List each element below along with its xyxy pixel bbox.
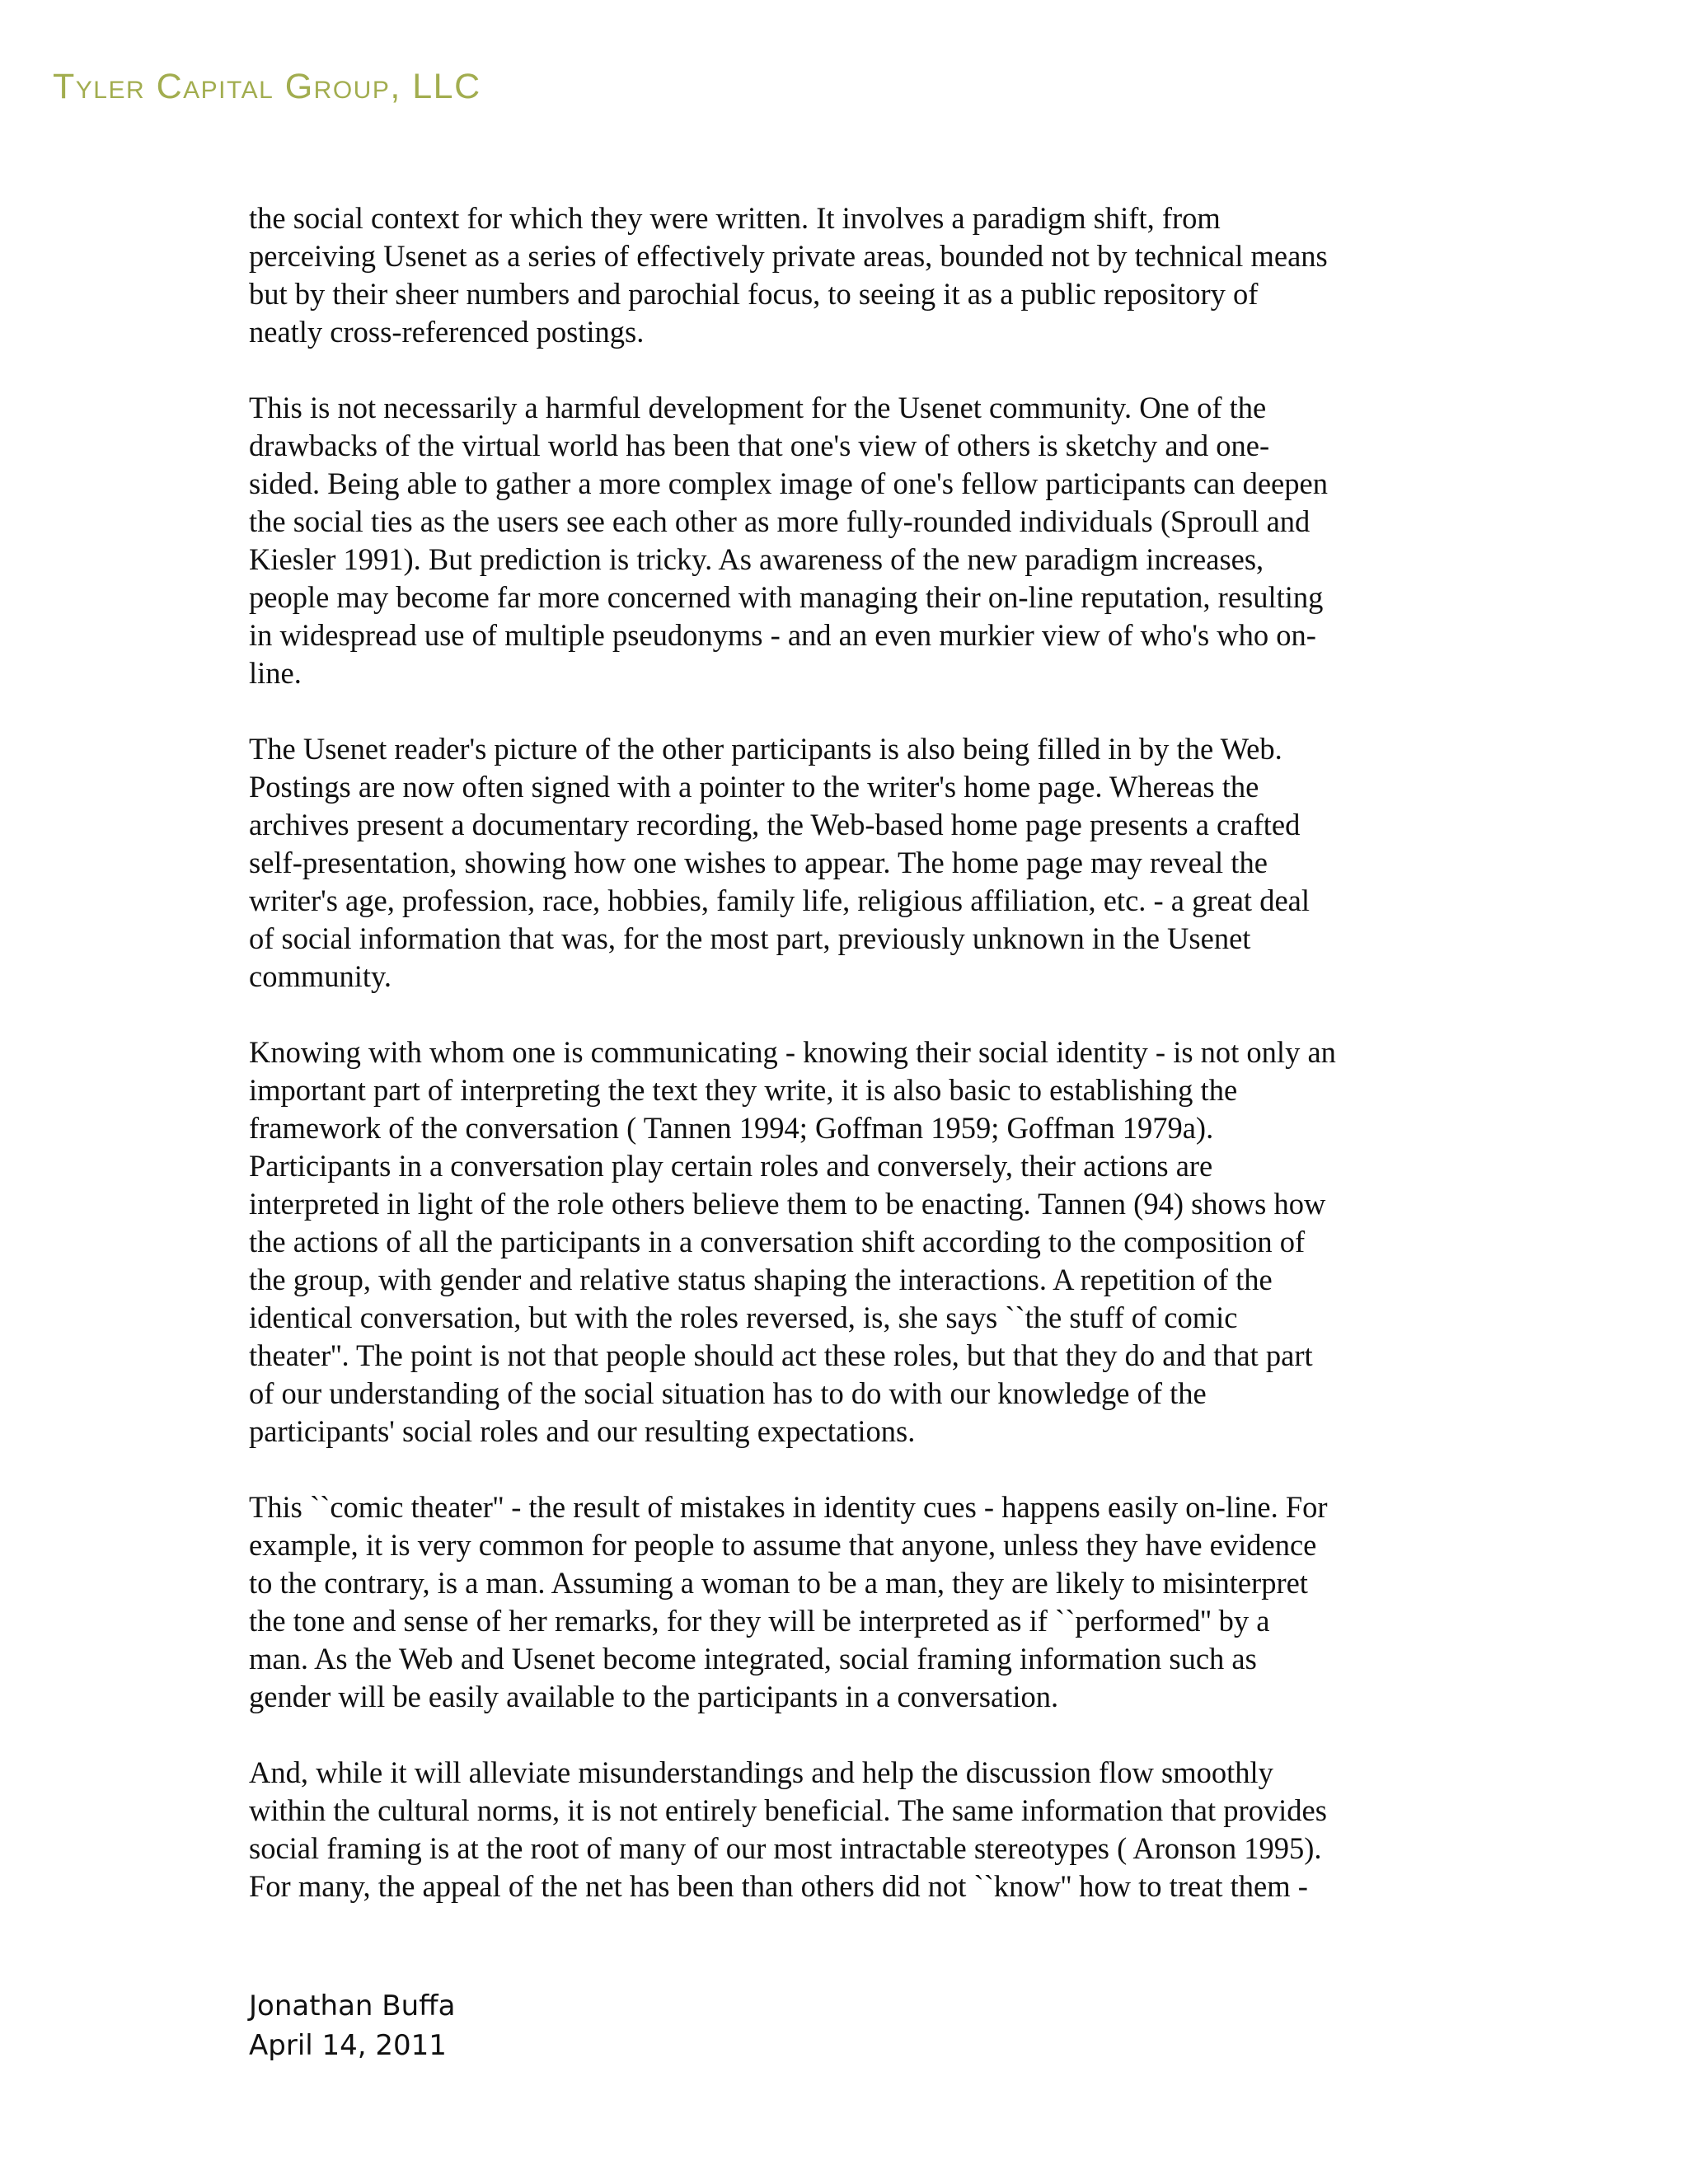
company-header: Tyler Capital Group, LLC [53,67,481,106]
text-line: This ``comic theater'' - the result of mistakes in identity cues - happens easily on-line. For [249,1490,1328,1524]
text-line: The Usenet reader's picture of the other participants is also being filled in by the Web. [249,732,1282,766]
document-footer [249,1986,455,2065]
text-line: For many, the appeal of the net has been than others did not ``know'' how to treat them - [249,1869,1308,1903]
text-line: identical conversation, but with the roles reversed, is, she says ``the stuff of comic [249,1301,1238,1334]
text-line: of our understanding of the social situation has to do with our knowledge of the [249,1376,1207,1410]
text-line: the group, with gender and relative status shaping the interactions. A repetition of the [249,1263,1273,1296]
text-line: but by their sheer numbers and parochial focus, to seeing it as a public repository of [249,277,1259,311]
text-line: gender will be easily available to the participants in a conversation. [249,1680,1059,1713]
text-line: drawbacks of the virtual world has been that one's view of others is sketchy and one- [249,429,1270,462]
paragraph-2 [249,389,1452,692]
text-line: This is not necessarily a harmful development for the Usenet community. One of the [249,391,1267,424]
text-line: to the contrary, is a man. Assuming a woman to be a man, they are likely to misinterpret [249,1566,1308,1600]
text-line: community. [249,959,392,993]
text-line: framework of the conversation ( Tannen 1994; Goffman 1959; Goffman 1979a). [249,1111,1214,1145]
text-line: Postings are now often signed with a pointer to the writer's home page. Whereas the [249,770,1259,804]
paragraph-4 [249,1033,1452,1451]
text-line: the tone and sense of her remarks, for they will be interpreted as if ``performed'' by a [249,1604,1270,1638]
paragraph-5 [249,1488,1452,1716]
text-line: of social information that was, for the most part, previously unknown in the Usenet [249,921,1251,955]
text-line: Kiesler 1991). But prediction is tricky. As awareness of the new paradigm increases, [249,542,1264,576]
text-line: participants' social roles and our resulting expectations. [249,1414,916,1448]
text-line: the actions of all the participants in a conversation shift according to the composition of [249,1225,1306,1258]
text-line: man. As the Web and Usenet become integrated, social framing information such as [249,1642,1257,1675]
paragraph-1 [249,199,1452,351]
text-line: Participants in a conversation play certain roles and conversely, their actions are [249,1149,1213,1183]
text-line: the social context for which they were written. It involves a paradigm shift, from [249,201,1221,235]
text-line: within the cultural norms, it is not entirely beneficial. The same information that provides [249,1793,1327,1827]
text-line: theater''. The point is not that people should act these roles, but that they do and that part [249,1338,1313,1372]
footer-date: April 14, 2011 [249,2029,447,2062]
text-line: And, while it will alleviate misunderstandings and help the discussion flow smoothly [249,1755,1273,1789]
text-line: neatly cross-referenced postings. [249,315,645,349]
document-body [249,199,1452,1905]
text-line: self-presentation, showing how one wishes to appear. The home page may reveal the [249,846,1268,879]
text-line: sided. Being able to gather a more complex image of one's fellow participants can deepen [249,466,1328,500]
text-line: important part of interpreting the text they write, it is also basic to establishing the [249,1073,1238,1107]
footer-author: Jonathan Buffa [249,1990,456,2022]
text-line: the social ties as the users see each other as more fully-rounded individuals (Sproull and [249,504,1311,538]
text-line: perceiving Usenet as a series of effectively private areas, bounded not by technical means [249,239,1328,273]
text-line: writer's age, profession, race, hobbies, family life, religious affiliation, etc. - a great deal [249,883,1310,917]
text-line: people may become far more concerned with managing their on-line reputation, resulting [249,580,1324,614]
text-line: example, it is very common for people to assume that anyone, unless they have evidence [249,1528,1317,1562]
text-line: interpreted in light of the role others believe them to be enacting. Tannen (94) shows how [249,1187,1326,1221]
paragraph-6 [249,1754,1452,1905]
paragraph-3 [249,730,1452,996]
text-line: social framing is at the root of many of our most intractable stereotypes ( Aronson 1995). [249,1831,1322,1865]
text-line: archives present a documentary recording, the Web-based home page presents a crafted [249,808,1301,841]
text-line: Knowing with whom one is communicating - knowing their social identity - is not only an [249,1035,1336,1069]
text-line: line. [249,656,302,690]
text-line: in widespread use of multiple pseudonyms - and an even murkier view of who's who on- [249,618,1316,652]
